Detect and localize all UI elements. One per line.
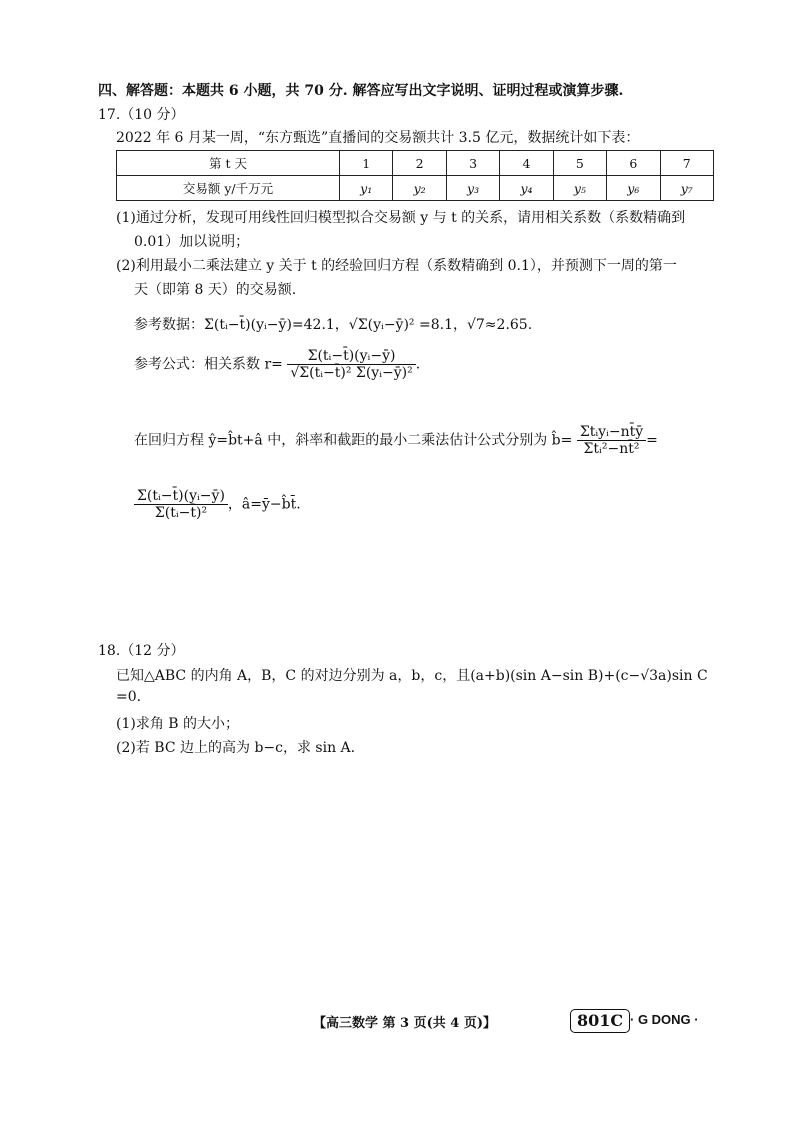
exam-code: 801C: [570, 1009, 630, 1033]
table-cell: y₆: [607, 176, 660, 201]
slope-fraction-1: [577, 424, 646, 457]
table-row-value: [117, 176, 714, 201]
q18-line1: 已知△ABC 的内角 A，B，C 的对边分别为 a，b，c，且(a+b)(sin A−sin B)+(c−√3a)sin C: [116, 668, 708, 684]
brand-mark: · G DONG ·: [630, 1012, 699, 1027]
q17-part1-line2: 0.01）加以说明；: [134, 234, 250, 250]
reference-data: 参考数据：Σ(tᵢ−t̄)(yᵢ−ȳ)=42.1，√Σ(yᵢ−ȳ)² =8.1，√7≈2.65.: [134, 317, 533, 333]
table-header-day: 第 t 天: [117, 151, 340, 176]
slope-numerator-2: Σ(tᵢ−t̄)(yᵢ−ȳ): [134, 488, 228, 505]
reference-formula-label: 参考公式：相关系数 r=: [134, 356, 283, 373]
q17-part1-line1: (1)通过分析，发现可用线性回归模型拟合交易额 y 与 t 的关系，请用相关系数（系数精确到: [116, 210, 686, 226]
slope-numerator-1: Σtᵢyᵢ−nt̄ȳ: [577, 424, 646, 441]
slope-denominator-1: Σtᵢ²−nt̄²: [583, 441, 640, 457]
table-cell: 4: [500, 151, 553, 176]
table-cell: 1: [340, 151, 393, 176]
correlation-denominator: √Σ(tᵢ−t̄)² Σ(yᵢ−ȳ)²: [290, 365, 413, 381]
q17-number: 17.（10 分）: [98, 107, 185, 123]
regression-text: 在回归方程 ŷ=b̂t+â 中，斜率和截距的最小二乘法估计公式分别为 b̂=: [134, 432, 573, 449]
section-header: 四、解答题：本题共 6 小题，共 70 分. 解答应写出文字说明、证明过程或演算步骤.: [98, 83, 624, 99]
regression-formula-2: [134, 488, 301, 521]
regression-formula: 在回归方程 ŷ=b̂t+â 中，斜率和截距的最小二乘法估计公式分别为 b̂= $\frac{\text{Σtᵢyᵢ−nt̄ȳ}}{\text{Σtᵢ²−nt̄²}}$ =: [134, 424, 658, 457]
table-cell: 7: [660, 151, 713, 176]
table-cell: y₇: [660, 176, 713, 201]
table-cell: 6: [607, 151, 660, 176]
q18-part2: (2)若 BC 边上的高为 b−c，求 sin A.: [116, 740, 356, 756]
correlation-fraction: [287, 348, 415, 381]
table-header-value: 交易额 y/千万元: [117, 176, 340, 201]
q17-part2-line1: (2)利用最小二乘法建立 y 关于 t 的经验回归方程（系数精确到 0.1），并预测下一周的第一: [116, 258, 677, 274]
table-cell: y₂: [393, 176, 446, 201]
reference-formula: 参考公式：相关系数 r= $\frac{\text{Σ(tᵢ−t̄)(yᵢ−ȳ)}}{\text{√Σ(tᵢ−t̄)² Σ(yᵢ−ȳ)²}}$ .: [134, 348, 421, 381]
slope-fraction-2: [134, 488, 228, 521]
intercept-formula: ，â=ȳ−b̂t̄.: [227, 496, 301, 513]
data-table: [116, 150, 714, 201]
table-cell: 2: [393, 151, 446, 176]
slope-denominator-2: Σ(tᵢ−t̄)²: [154, 505, 208, 521]
correlation-numerator: Σ(tᵢ−t̄)(yᵢ−ȳ): [287, 348, 415, 365]
q18-line2: =0.: [116, 689, 142, 705]
table-cell: y₁: [340, 176, 393, 201]
table-cell: y₄: [500, 176, 553, 201]
q17-part2-line2: 天（即第 8 天）的交易额.: [134, 282, 297, 298]
page-label: 【高三数学 第 3 页(共 4 页)】: [313, 1016, 497, 1031]
q18-number: 18.（12 分）: [98, 643, 185, 659]
table-cell: 3: [446, 151, 499, 176]
q17-intro: 2022 年 6 月某一周，“东方甄选”直播间的交易额共计 3.5 亿元，数据统计如下表：: [116, 130, 640, 146]
q18-part1: (1)求角 B 的大小；: [116, 716, 240, 732]
table-cell: y₅: [553, 176, 606, 201]
table-cell: 5: [553, 151, 606, 176]
table-cell: y₃: [446, 176, 499, 201]
table-row-day: [117, 151, 714, 176]
